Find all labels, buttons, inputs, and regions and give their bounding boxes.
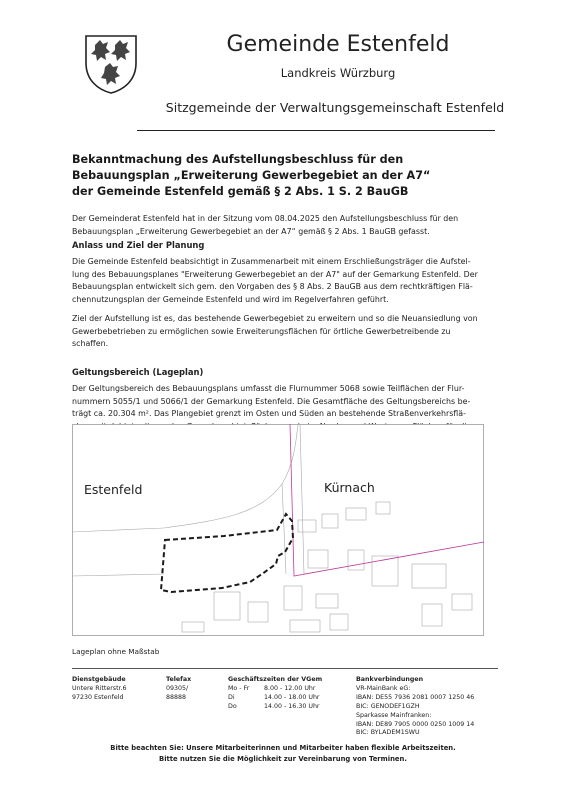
- text-line: Gewerbebetrieben zu ermöglichen sowie Erweiterungsflächen für örtliche Gewerbetreibende zu: [72, 326, 451, 336]
- administrative-seat: Sitzgemeinde der Verwaltungsgemeinschaft Estenfeld: [165, 100, 505, 115]
- section-heading-scope: Geltungsbereich (Lageplan): [72, 367, 204, 377]
- hours-row: [228, 703, 348, 712]
- hours-day: Di: [228, 693, 235, 701]
- section-heading-reason: Anlass und Ziel der Planung: [72, 240, 205, 250]
- footer-line: 09305/: [166, 684, 189, 692]
- footer-office-address: [72, 676, 156, 703]
- hours-day: Mo - Fr: [228, 684, 250, 692]
- footer-notice: [60, 743, 506, 765]
- reason-paragraph: [72, 256, 502, 306]
- text-line: Bebauungsplan „Erweiterung Gewerbegebiet an der A7“ gemäß § 2 Abs. 1 BauGB gefasst.: [72, 226, 430, 236]
- hours-row: [228, 685, 348, 694]
- text-line: nummern 5055/1 und 5066/1 der Gemarkung Estenfeld. Die Gesamtfläche des Geltungsbereichs be-: [72, 396, 471, 406]
- footer-line: 97230 Estenfeld: [72, 693, 124, 701]
- district-name: Landkreis Würzburg: [280, 66, 396, 80]
- hours-time: 14.00 - 16.30 Uhr: [264, 702, 320, 710]
- footer-heading: Bankverbindungen: [356, 676, 424, 683]
- footer-line: IBAN: DE55 7936 2081 0007 1250 46: [356, 693, 475, 701]
- footer-line: IBAN: DE89 7905 0000 0250 1009 14: [356, 720, 475, 728]
- text-line: Der Gemeinderat Estenfeld hat in der Sitzung vom 08.04.2025 den Aufstellungsbeschluss für den: [72, 214, 459, 223]
- footer-line: VR-MainBank eG:: [356, 684, 411, 692]
- footer-opening-hours: [228, 676, 348, 712]
- municipal-crest-logo: [83, 33, 139, 95]
- hours-time: 14.00 - 18.00 Uhr: [264, 693, 320, 701]
- footer-line: BIC: GENODEF1GZH: [356, 702, 420, 710]
- site-plan-map: [72, 424, 484, 636]
- hours-time: 8.00 - 12.00 Uhr: [264, 684, 316, 692]
- footer-line: 88888: [166, 693, 187, 701]
- footer-line: Sparkasse Mainfranken:: [356, 711, 432, 719]
- footer-line: BIC: BYLADEM1SWU: [356, 729, 420, 737]
- footer-heading: Dienstgebäude: [72, 676, 126, 683]
- footer-divider: [72, 668, 498, 669]
- text-line: schaffen.: [72, 339, 109, 349]
- text-line: chennutzungsplan der Gemeinde Estenfeld und wird im Regelverfahren geführt.: [72, 294, 389, 304]
- intro-paragraph: [72, 213, 502, 238]
- text-line: Die Gemeinde Estenfeld beabsichtigt in Zusammenarbeit mit einem Erschließungsträger die Aufstel-: [72, 257, 471, 266]
- map-caption: Lageplan ohne Maßstab: [72, 647, 160, 656]
- map-label-west: Estenfeld: [84, 482, 143, 497]
- hours-day: Do: [228, 702, 237, 710]
- footer-heading: Geschäftszeiten der VGem: [228, 676, 323, 683]
- text-line: Der Geltungsbereich des Bebauungsplans umfasst die Flurnummer 5068 sowie Teilflächen der Flur-: [72, 384, 465, 393]
- text-line: trägt ca. 20.304 m². Das Plangebiet grenzt im Osten und Süden an bestehende Straßenverkehrsflä-: [72, 409, 466, 419]
- footer-bank-details: [356, 676, 506, 738]
- notice-line: Bitte nutzen Sie die Möglichkeit zur Vereinbarung von Terminen.: [159, 755, 407, 763]
- map-label-east: Kürnach: [324, 480, 375, 495]
- header-divider: [137, 130, 495, 131]
- goal-paragraph: [72, 313, 502, 351]
- title-line: der Gemeinde Estenfeld gemäß § 2 Abs. 1 S. 2 BauGB: [72, 185, 409, 198]
- text-line: lung des Bebauungsplanes "Erweiterung Gewerbegebiet an der A7" auf der Gemarkung Estenfeld. Der: [72, 269, 478, 279]
- text-line: Ziel der Aufstellung ist es, das bestehende Gewerbegebiet zu erweitern und so die Neuansiedlung von: [72, 314, 478, 323]
- notice-line: Bitte beachten Sie: Unsere Mitarbeiterinnen und Mitarbeiter haben flexible Arbeitszeiten.: [110, 744, 456, 752]
- title-line: Bebauungsplan „Erweiterung Gewerbegebiet an der A7“: [72, 169, 431, 182]
- hours-row: [228, 694, 348, 703]
- footer-heading: Telefax: [166, 676, 192, 683]
- footer-fax: [166, 676, 226, 703]
- notice-title: [72, 152, 512, 200]
- text-line: Bebauungsplan entwickelt sich gem. den Vorgaben des § 8 Abs. 2 BauGB aus dem rechtkräftigen Flä-: [72, 282, 473, 292]
- footer-line: Untere Ritterstr.6: [72, 684, 127, 692]
- org-name: Gemeinde Estenfeld: [226, 32, 450, 57]
- title-line: Bekanntmachung des Aufstellungsbeschluss für den: [72, 153, 404, 166]
